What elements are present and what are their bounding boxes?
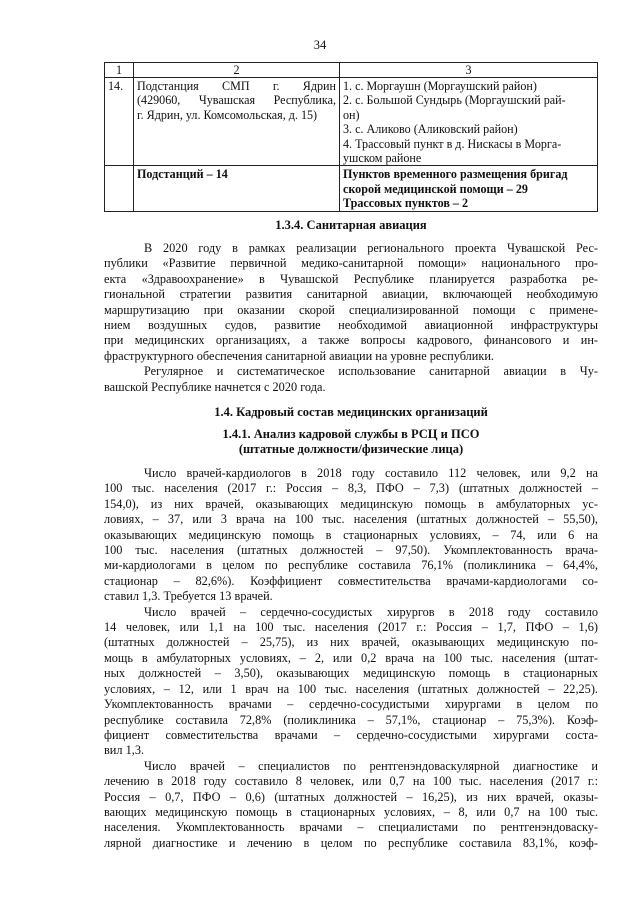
paragraph-line: республике составила 72,8% (поликлиника – 57,1%, стационар – 75,3%). Коэф- xyxy=(104,712,598,727)
paragraph-line: Число врачей – специалистов по рентгенэндоваскулярной диагностике и xyxy=(144,758,598,773)
paragraph-line: Укомплектованность врачами – сердечно-сосудистыми хирургами в целом по xyxy=(104,697,598,712)
summary-empty-cell xyxy=(105,166,134,211)
heading-line: (штатные должности/физические лица) xyxy=(238,442,464,456)
station-points xyxy=(340,78,598,166)
address-line: (429060, Чувашская Республика, xyxy=(137,93,336,108)
table-summary-row xyxy=(105,166,598,211)
paragraph-line: В 2020 году в рамках реализации регионального проекта Чувашской Рес- xyxy=(144,241,598,255)
paragraph-line: вил 1,3. xyxy=(104,743,145,758)
paragraph-line: публики «Развитие первичной медико-санитарной помощи» национального про- xyxy=(104,256,598,271)
paragraph-line: Россия – 0,7, ПФО – 0,6) (штатных должностей – 16,25), из них врачей, оказы- xyxy=(104,789,598,804)
paragraph-line: при медицинских организациях, а также вопросы кадрового, финансового и ин- xyxy=(104,333,598,348)
address-line: Подстанция СМП г. Ядрин xyxy=(137,79,336,93)
point-line: 4. Трассовый пункт в д. Нискасы в Морга- xyxy=(343,136,562,151)
point-line: он) xyxy=(343,107,360,122)
section-heading-1-4-1 xyxy=(104,427,598,457)
paragraph-line: Регулярное и систематическое использование санитарной авиации в Чу- xyxy=(144,364,598,379)
paragraph-line: фраструктурного обеспечения санитарной авиации на уровне республики. xyxy=(104,348,495,363)
summary-stations-count: Подстанций – 14 xyxy=(134,166,340,211)
paragraph-line: ставил 1,3. Требуется 13 врачей. xyxy=(104,589,273,604)
paragraph-line: вашской Республике начнется с 2020 года. xyxy=(104,379,326,394)
paragraph-line: ми-кардиологами в целом по республике составила 76,1% (поликлиника – 64,4%, xyxy=(104,558,598,573)
paragraph-line: 100 тыс. населения (2017 г.: Россия – 8,3, ПФО – 7,3) (штатных должностей – xyxy=(104,481,598,496)
row-number: 14. xyxy=(105,78,134,166)
paragraph-line: 14 человек, или 1,1 на 100 тыс. населения (2017 г.: Россия – 1,7, ПФО – 1,6) xyxy=(104,620,598,635)
paragraph-line: населения. Укомплектованность врачами – специалистами по рентгенэндоваску- xyxy=(104,820,598,835)
paragraph-line: условиях, – 12, или 1 врач на 100 тыс. населения (штатных должностей – 22,25). xyxy=(104,681,598,696)
paragraph-line: Число врачей – сердечно-сосудистых хирургов в 2018 году составило xyxy=(144,604,598,619)
paragraph-line: ных должностей – 3,50), оказывающих медицинскую помощь в стационарных xyxy=(104,666,598,681)
paragraph-line: оказывающих медицинскую помощь в стационарных условиях, – 74, или 6 на xyxy=(104,527,598,542)
header-col-2: 2 xyxy=(134,63,340,78)
section-heading-1-4: 1.4. Кадровый состав медицинских организаций xyxy=(214,405,488,419)
point-line: ушском районе xyxy=(343,151,422,166)
point-line: 2. с. Большой Сундырь (Моргаушский рай- xyxy=(343,93,566,108)
header-col-3: 3 xyxy=(340,63,598,78)
paragraph-line: Число врачей-кардиологов в 2018 году составило 112 человек, или 9,2 на xyxy=(144,466,598,480)
paragraph-line: 154,0), из них врачей, оказывающих медицинскую помощь в амбулаторных ус- xyxy=(104,496,598,511)
summary-points xyxy=(340,166,598,211)
paragraph-line: мощь в амбулаторных условиях, – 2, или 0,2 врача на 100 тыс. населения (штат- xyxy=(104,650,598,665)
paragraph-line: лечению в 2018 году составило 8 человек, или 0,7 на 100 тыс. населения (2017 г.: xyxy=(104,774,598,789)
paragraph-line: стационар – 82,6%). Коэффициент совместительства врачами-кардиологами со- xyxy=(104,573,598,588)
paragraph-line: гиональной стратегии развития санитарной авиации, включающей необходимую xyxy=(104,287,598,302)
point-line: 3. с. Аликово (Аликовский район) xyxy=(343,122,518,137)
address-line: г. Ядрин, ул. Комсомольская, д. 15) xyxy=(137,107,318,122)
summary-line: скорой медицинской помощи – 29 xyxy=(343,181,528,196)
summary-line: Пунктов временного размещения бригад xyxy=(343,167,568,182)
paragraph-line: 100 тыс. населения (штатных должностей – 97,50). Укомплектованность врача- xyxy=(104,543,598,558)
station-address xyxy=(134,78,340,166)
summary-line: Трассовых пунктов – 2 xyxy=(343,196,469,211)
point-line: 1. с. Моргаушн (Моргаушский район) xyxy=(343,79,537,93)
paragraph-line: фициент совместительства врачами – сердечно-сосудистыми хирургами соста- xyxy=(104,727,598,742)
heading-line: 1.4.1. Анализ кадровой службы в РСЦ и ПСО xyxy=(222,427,480,441)
table-header-row xyxy=(105,63,598,78)
paragraph-line: маршрутизацию при оказании скорой специализированной помощи с примене- xyxy=(104,302,598,317)
paragraph-line: екта «Здравоохранение» в Чувашской Республике планируется разработка ре- xyxy=(104,271,598,286)
section-1-4-1-body xyxy=(104,466,598,851)
page-number: 34 xyxy=(313,38,327,52)
section-heading-1-3-4: 1.3.4. Санитарная авиация xyxy=(275,218,427,232)
paragraph-line: ловиях, – 37, или 3 врача на 100 тыс. населения (штатных должностей – 55,50), xyxy=(104,512,598,527)
paragraph-line: лярной диагностике и лечению в целом по республике составила 83,1%, коэф- xyxy=(104,835,598,850)
paragraph-line: нием воздушных судов, развитие необходимой авиационной инфраструктуры xyxy=(104,318,598,333)
stations-table xyxy=(104,62,598,212)
table-row xyxy=(105,78,598,166)
paragraph-line: (штатных должностей – 25,75), из них врачей, оказывающих медицинскую по- xyxy=(104,635,598,650)
section-1-3-4-body xyxy=(104,241,598,395)
header-col-1: 1 xyxy=(105,63,134,78)
paragraph-line: вающих медицинскую помощь в стационарных условиях, – 8, или 0,7 на 100 тыс. xyxy=(104,804,598,819)
